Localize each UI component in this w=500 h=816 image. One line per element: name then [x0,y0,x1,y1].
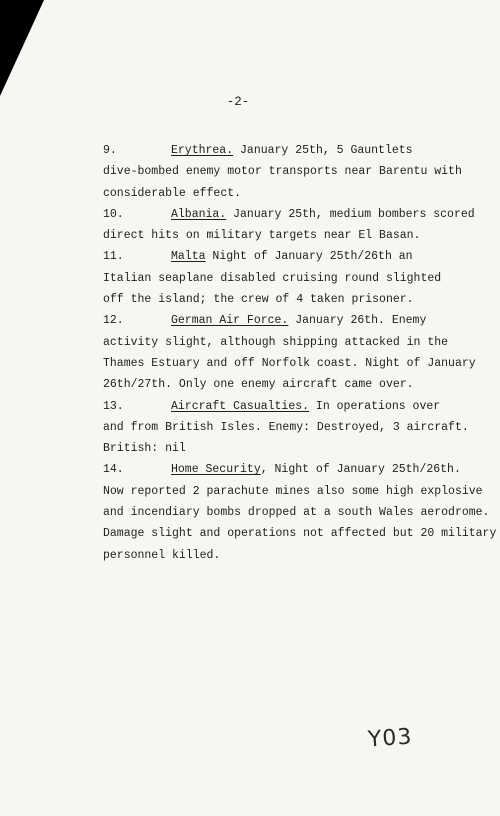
paragraph-text: In operations over [309,399,441,413]
paragraph-text: and from British Isles. Enemy: Destroyed, 3 aircraft. [103,420,469,434]
paragraph-12 [103,310,483,395]
paragraph-text: , Night of January 25th/26th. [260,463,461,477]
paragraph-heading: Aircraft Casualties. [171,399,310,413]
paragraph-13 [103,396,483,460]
paragraph-heading: Home Security [171,463,261,477]
paragraph-9 [103,140,483,204]
paragraph-number: 12. [103,314,124,328]
black-corner-mark [0,0,44,96]
paragraph-10 [103,204,483,247]
paragraph-text: activity slight, although shipping attacked in the [103,335,449,349]
paragraph-text: January 25th, medium bombers scored [226,207,475,221]
paragraph-11 [103,246,483,310]
page-number: -2- [226,95,250,109]
paragraph-text: dive-bombed enemy motor transports near Barentu with [103,165,462,179]
faint-scan-marks: · · · · [398,800,426,807]
paragraph-text: British: nil [103,442,186,456]
paragraph-heading: German Air Force. [171,314,289,328]
paragraph-text: direct hits on military targets near El Basan. [103,229,421,243]
paragraph-text: Italian seaplane disabled cruising round slighted [103,271,442,285]
paragraph-heading: Erythrea. [171,144,234,157]
document-body [103,140,497,566]
paragraph-text: considerable effect. [103,186,242,200]
paragraph-number: 11. [103,250,124,264]
handwritten-reference-number: Y03 [367,724,414,753]
paragraph-number: 9. [103,144,117,157]
paragraph-number: 10. [103,207,124,221]
paragraph-text: January 26th. Enemy [288,314,427,328]
paragraph-text: off the island; the crew of 4 taken prisoner. [103,293,414,307]
paragraph-text: and incendiary bombs dropped at a south Wales aerodrome. [103,506,490,520]
paragraph-text: 26th/27th. Only one enemy aircraft came over. [103,378,414,392]
paragraph-text: January 25th, 5 Gauntlets [233,144,413,157]
paragraph-text: Now reported 2 parachute mines also some high explosive [103,484,483,498]
paragraph-14 [103,459,497,565]
paragraph-heading: Albania. [171,207,227,221]
paragraph-text: Thames Estuary and off Norfolk coast. Night of January [103,356,476,370]
paragraph-text: personnel killed. [103,548,221,562]
paragraph-number: 14. [103,463,124,477]
paragraph-heading: Malta [171,250,206,264]
paragraph-text: Night of January 25th/26th an [205,250,413,264]
paragraph-text: Damage slight and operations not affected but 20 military [103,527,497,541]
paragraph-number: 13. [103,399,124,413]
